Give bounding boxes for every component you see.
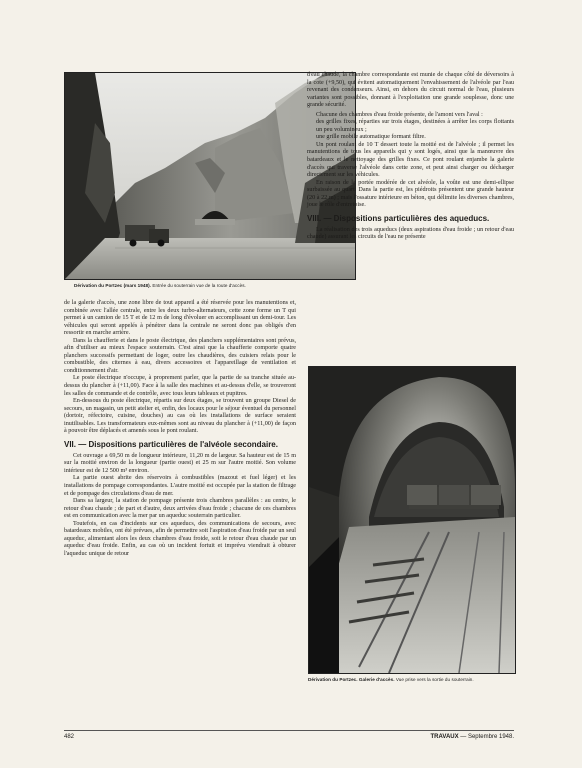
right-p2: Chacune des chambres d'eau froide présente, de l'amont vers l'aval : (316, 111, 483, 118)
left-p7: Dans sa largeur, la station de pompage présente trois chambres parallèles : au centre, le retour d'eau chaude ; de part et d'autre, deux arrivées d'eau froide ; chacune de ces chambres est en communication avec la mer par un aqueduc souterrain particulier. (64, 498, 296, 520)
footer-divider (64, 730, 514, 731)
page-number: 482 (64, 734, 75, 740)
journal-reference (414, 733, 514, 741)
section-viii-heading: VIII. — Dispositions particulières des aqueducs. (307, 213, 490, 223)
left-p6: La partie ouest abrite des réservoirs à combustibles (mazout et fuel léger) et les installations de pompage correspondantes. L'autre moitié est occupée par la station de filtrage et de pompage des circulations d'eau de mer. (64, 475, 296, 497)
section-vii-heading: VII. — Dispositions particulières de l'alvéole secondaire. (64, 439, 278, 449)
right-p5: La réalisation des trois aqueducs (deux aspirations d'eau froide ; un retour d'eau chaude) assurant les circuits de l'eau ne présente (307, 226, 514, 241)
right-p3: Un pont roulant de 10 T dessert toute la moitié est de l'alvéole ; il permet les manutentions de tous les appareils qui y sont logés, ainsi que la manœuvre des batardeaux et le nettoyage des grilles fixes. Ce pont roulant enjambe la galerie d'accès qui traverse l'alvéole dans cette zone, et peut ainsi charger ou décharger directement sur les véhicules. (307, 141, 514, 179)
right-p4: En raison de la portée modérée de cet alvéole, la voûte est une demi-ellipse surbaissée au quart. Dans la partie est, les piédroits présentent une grande hauteur (20 à 22 m) ; mais l'ossature intérieure en béton, qui délimite les diverses chambres, joue le rôle d'entretoise. (307, 179, 514, 209)
photo1-caption (74, 283, 350, 289)
left-p8: Toutefois, en cas d'incidents sur ces aqueducs, des communications de secours, avec batardeaux mobiles, ont été prévues, afin de permettre soit l'aspiration d'eau froide par un seul aqueduc, alimentant alors les deux chambres d'eau froide, soit le retour d'eau chaude par un aqueduc d'eau froide. Enfin, au cas où un incident fortuit et imprévu viendrait à obturer l'aqueduc unique de retour (64, 520, 296, 557)
left-p5: Cet ouvrage a 69,50 m de longueur intérieure, 11,20 m de largeur. Sa hauteur est de 15 m sur la moitié environ de la longueur (partie ouest) et 25 m sur l'autre moitié. Son volume intérieur est de 12 500 m³ environ. (64, 452, 296, 474)
photo2-caption-bold: Dérivation du Portzec. Galerie d'accès. (308, 677, 395, 682)
photo1-caption-text: Entrée du souterrain vue de la route d'accès. (151, 283, 246, 288)
left-column (64, 300, 296, 559)
right-column (307, 72, 514, 242)
right-list-item-1: des grilles fixes, réparties sur trois étages, destinées à arrêter les corps flottants un peu volumineux ; (316, 119, 514, 133)
issue-date: — Septembre 1948. (458, 734, 514, 740)
access-gallery-illustration (309, 367, 515, 673)
right-list-item-2: une grille mobile automatique formant filtre. (316, 134, 426, 141)
photo1-caption-bold: Dérivation du Portzec (mars 1948). (74, 283, 152, 288)
journal-name: TRAVAUX (430, 734, 459, 740)
left-p3: Le poste électrique n'occupe, à proprement parler, que la partie de sa tranche située au-dessus du plancher à (+11,00). Face à la salle des machines et au-dessus d'elle, se trouveront les salles de commande et de contrôle, avec tous leurs tableaux et pupitres. (64, 375, 296, 397)
photo2-caption-text: Vue prise vers la sortie du souterrain. (394, 677, 474, 682)
left-p4: En-dessous du poste électrique, répartis sur deux étages, se trouvent un groupe Diesel de secours, un magasin, un petit atelier et, enfin, des locaux pour le séjour éventuel du personnel (dortoir, réfectoire, cuisine, douches) au cas où les installations de surface seraient inutilisables. Les transformateurs eux-mêmes sont au niveau du plancher à (+11,00) de façon à pouvoir être déplacés et amenés sous le pont roulant. (64, 398, 296, 435)
right-p1: d'eau chaude, la chambre correspondante est munie de chaque côté de déversoirs à la cote (+9,50), qui évitent automatiquement l'envahissement de l'alvéole par l'eau revenant des condenseurs. Ainsi, en dehors du circuit normal de l'eau, plusieurs variantes sont possibles, donnant à l'exploitation une grande souplesse, donc une grande sécurité. (307, 72, 514, 109)
access-gallery-photo (308, 366, 516, 674)
photo2-caption (308, 677, 518, 683)
left-p2: Dans la chaufferie et dans le poste électrique, des planchers supplémentaires sont prévus, afin d'utiliser au mieux l'espace souterrain. C'est ainsi que la chaufferie comporte quatre planchers successifs permettant de loger, outre les chaudières, des cuisiers relais pour le combustible, des citernes à eau, divers accessoires et l'appareillage de ventilation et conditionnement d'air. (64, 337, 296, 374)
left-p1: de la galerie d'accès, une zone libre de tout appareil a été réservée pour les manutentions et, combinée avec l'allée centrale, entre les deux turbo-alternateurs, cette zone forme un T qui permet à un camion de 15 T et de 12 m de long d'évoluer en accomplissant un demi-tour. Les véhicules qui seront appelés à pénétrer dans la centrale ne seront donc pas obligés d'en ressortir en marche arrière. (64, 300, 296, 337)
